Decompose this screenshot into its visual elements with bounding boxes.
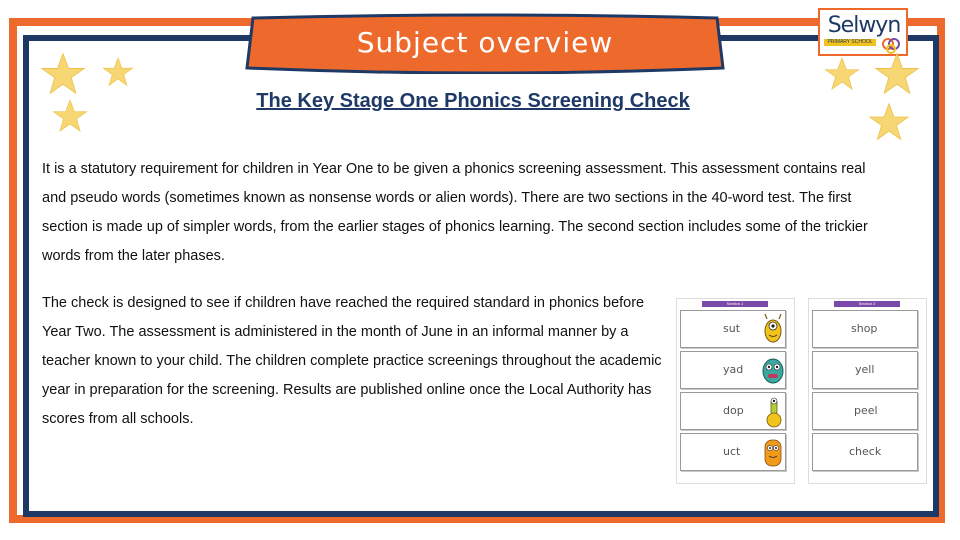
example-sheet-section-1 bbox=[676, 298, 795, 484]
rings-icon bbox=[880, 34, 906, 54]
word-label: yell bbox=[855, 363, 875, 376]
intro-paragraph: It is a statutory requirement for children in Year One to be given a phonics screening assessment. This assessment contains real and pseudo words (sometimes known as nonsense words or alien words). There are two sections in the 40-word test. The first section is made up of simpler words, from the earlier stages of phonics learning. The second section includes some of the trickier words from the later phases. bbox=[42, 161, 868, 264]
alien-teal-icon bbox=[759, 354, 787, 387]
word-card bbox=[680, 392, 786, 430]
alien-orange-icon bbox=[761, 436, 785, 470]
word-card bbox=[680, 433, 786, 471]
word-label: dop bbox=[723, 404, 744, 417]
logo-subtitle: PRIMARY SCHOOL bbox=[824, 39, 876, 46]
page-title: The Key Stage One Phonics Screening Check bbox=[256, 90, 690, 112]
word-card bbox=[812, 351, 918, 389]
school-logo bbox=[818, 8, 908, 56]
title-banner bbox=[245, 12, 725, 74]
sheet-header: Section 1 bbox=[702, 301, 768, 307]
word-label: uct bbox=[723, 445, 741, 458]
details-paragraph: The check is designed to see if children have reached the required standard in phonics before Year Two. The assessment is administered in the month of June in an informal manner by a teacher known to your child. The children complete practice screenings throughout the academic year in preparation for the screening. Results are published online once the Local Authority has scores from all schools. bbox=[42, 295, 662, 427]
word-label: check bbox=[849, 445, 882, 458]
example-sheet-section-2 bbox=[808, 298, 927, 484]
star-icon bbox=[874, 52, 920, 96]
word-label: sut bbox=[723, 322, 741, 335]
word-label: yad bbox=[723, 363, 744, 376]
logo-name: Selwyn bbox=[827, 13, 901, 38]
banner-title: Subject overview bbox=[356, 26, 614, 59]
alien-green-icon bbox=[763, 395, 785, 429]
star-icon bbox=[52, 98, 88, 134]
word-card bbox=[812, 392, 918, 430]
word-label: peel bbox=[854, 404, 878, 417]
star-icon bbox=[40, 52, 86, 96]
sheet-header: Section 2 bbox=[834, 301, 900, 307]
star-icon bbox=[868, 102, 910, 142]
alien-yellow-icon bbox=[761, 313, 785, 346]
word-card bbox=[680, 351, 786, 389]
word-card bbox=[680, 310, 786, 348]
star-icon bbox=[102, 56, 134, 88]
word-card bbox=[812, 433, 918, 471]
word-label: shop bbox=[851, 322, 878, 335]
word-card bbox=[812, 310, 918, 348]
star-icon bbox=[824, 56, 860, 92]
